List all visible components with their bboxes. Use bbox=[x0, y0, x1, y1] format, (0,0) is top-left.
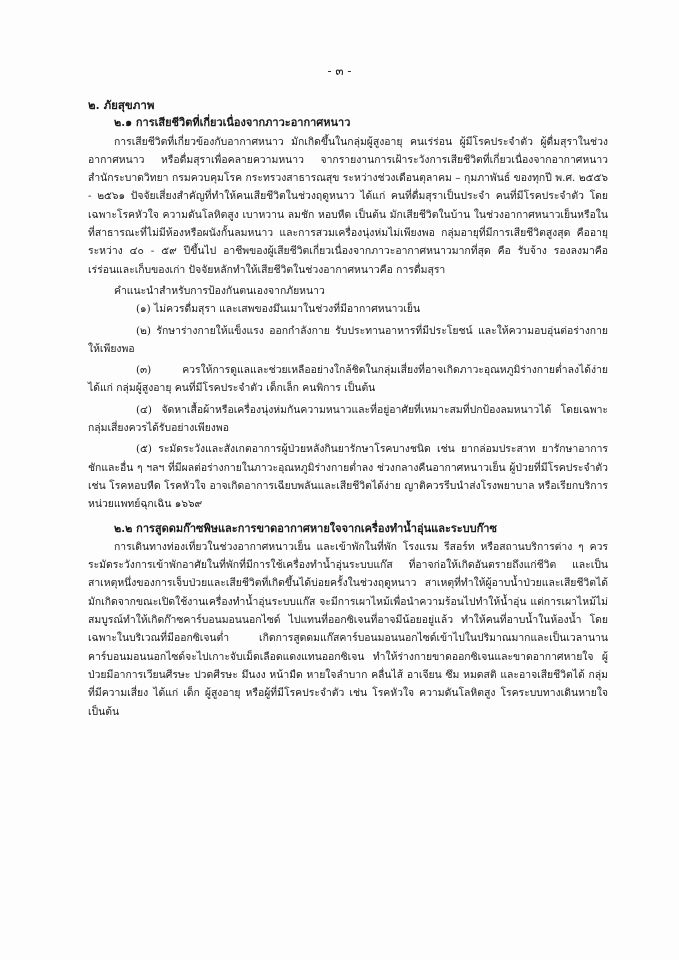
advice-item-3: (๓) ควรให้การดูแลและช่วยเหลืออย่างใกล้ชิดในกลุ่มเสี่ยงที่อาจเกิดภาวะอุณหภูมิร่างกายต่ำลงได้ง่าย ได้แก่ กลุ่มผู้สูงอายุ คนที่มีโรคประจำตัว เด็กเล็ก คนพิการ เป็นต้น bbox=[88, 364, 608, 395]
advice-item-4: (๔) จัดหาเสื้อผ้าหรือเครื่องนุ่งห่มกันความหนาวและที่อยู่อาศัยที่เหมาะสมที่ปกป้องลมหนาวได้ โดยเฉพาะกลุ่มเสี่ยงควรได้รับอย่างเพียงพอ bbox=[88, 403, 608, 435]
advice-title: คำแนะนำสำหรับการป้องกันตนเองจากภัยหนาว bbox=[114, 284, 325, 297]
subsection-2-title: ๒.๒ การสูดดมก๊าซพิษและการขาดอากาศหายใจจากเครื่องทำน้ำอุ่นและระบบก๊าซ bbox=[114, 521, 497, 535]
section-title: ๒. ภัยสุขภาพ bbox=[88, 98, 155, 112]
page-number: - ๓ - bbox=[327, 64, 352, 78]
subsection-1-body: การเสียชีวิตที่เกี่ยวข้องกับอากาศหนาว มักเกิดขึ้นในกลุ่มผู้สูงอายุ คนเร่ร่อน ผู้มีโรคประจำตัว ผู้ดื่มสุราในช่วงอากาศหนาว หรือดื่มสุราเพื่อคลายความหนาว จากรายงานการเฝ้าระวังการเสียชีวิตที่เกี่ยวเนื่องจากอากาศหนาว สำนักระบาดวิทยา กรมควบคุมโรค กระทรวงสาธารณสุข ระหว่างช่วงเดือนตุลาคม – กุมภาพันธ์ ของทุกปี พ.ศ. ๒๕๕๖ - ๒๕๖๑ ปัจจัยเสี่ยงสำคัญที่ทำให้คนเสียชีวิตในช่วงฤดูหนาว ได้แก่ คนที่ดื่มสุราเป็นประจำ คนที่มีโรคประจำตัว โดยเฉพาะโรคหัวใจ ความดันโลหิตสูง เบาหวาน ลมชัก หอบหืด เป็นต้น มักเสียชีวิตในบ้าน ในช่วงอากาศหนาวเย็นหรือในที่สาธารณะที่ไม่มีห้องหรือผนังกั้นลมหนาว และการสวมเครื่องนุ่งห่มไม่เพียงพอ กลุ่มอายุที่มีการเสียชีวิตสูงสุด คืออายุระหว่าง ๔๐ - ๕๙ ปีขึ้นไป อาชีพของผู้เสียชีวิตเกี่ยวเนื่องจากภาวะอากาศหนาวมากที่สุด คือ รับจ้าง รองลงมาคือ เร่ร่อนและเก็บของเก่า ปัจจัยหลักทำให้เสียชีวิตในช่วงอากาศหนาวคือ การดื่มสุรา bbox=[88, 135, 608, 276]
advice-item-2: (๒) รักษาร่างกายให้แข็งแรง ออกกำลังกาย รับประทานอาหารที่มีประโยชน์ และให้ความอบอุ่นต่อร่างกายให้เพียงพอ bbox=[88, 324, 608, 355]
subsection-2-body: การเดินทางท่องเที่ยวในช่วงอากาศหนาวเย็น และเข้าพักในที่พัก โรงแรม รีสอร์ท หรือสถานบริการต่าง ๆ ควรระมัดระวังการเข้าพักอาศัยในที่พักที่มีการใช้เครื่องทำน้ำอุ่นระบบแก๊ส ที่อาจก่อให้เกิดอันตรายถึงแก่ชีวิต และเป็นสาเหตุหนึ่งของการเจ็บป่วยและเสียชีวิตที่เกิดขึ้นได้บ่อยครั้งในช่วงฤดูหนาว สาเหตุที่ทำให้ผู้อาบน้ำป่วยและเสียชีวิตได้ มักเกิดจากขณะเปิดใช้งานเครื่องทำน้ำอุ่นระบบแก๊ส จะมีการเผาไหม้เพื่อนำความร้อนไปทำให้น้ำอุ่น แต่การเผาไหม้ไม่สมบูรณ์ทำให้เกิดก๊าซคาร์บอนมอนนอกไซด์ ไปแทนที่ออกซิเจนที่อาจมีน้อยอยู่แล้ว ทำให้คนที่อาบน้ำในห้องน้ำ โดยเฉพาะในบริเวณที่มีออกซิเจนต่ำ เกิดการสูดดมแก๊สคาร์บอนมอนนอกไซด์เข้าไปในปริมาณมากและเป็นเวลานาน คาร์บอนมอนนอกไซด์จะไปเกาะจับเม็ดเลือดแดงแทนออกซิเจน ทำให้ร่างกายขาดออกซิเจนและขาดอากาศหายใจ ผู้ป่วยมีอาการเวียนศีรษะ ปวดศีรษะ มึนงง หน้ามืด หายใจลำบาก คลื่นไส้ อาเจียน ซึม หมดสติ และอาจเสียชีวิตได้ กลุ่มที่มีความเสี่ยง ได้แก่ เด็ก ผู้สูงอายุ หรือผู้ที่มีโรคประจำตัว เช่น โรคหัวใจ ความดันโลหิตสูง โรคระบบทางเดินหายใจ เป็นต้น bbox=[88, 540, 608, 718]
advice-item-1: (๑) ไม่ควรดื่มสุรา และเสพของมึนเมาในช่วงที่มีอากาศหนาวเย็น bbox=[136, 303, 421, 316]
subsection-1-title: ๒.๑ การเสียชีวิตที่เกี่ยวเนื่องจากภาวะอากาศหนาว bbox=[114, 116, 351, 130]
document-body bbox=[88, 96, 608, 721]
advice-item-5: (๕) ระมัดระวังและสังเกตอาการผู้ป่วยหลังกินยารักษาโรคบางชนิด เช่น ยากล่อมประสาท ยารักษาอาการชักและอื่น ๆ ฯลฯ ที่มีผลต่อร่างกายในภาวะอุณหภูมิร่างกายต่ำลง ช่วงกลางคืนอากาศหนาวเย็น ผู้ป่วยที่มีโรคประจำตัว เช่น โรคหอบหืด โรคหัวใจ อาจเกิดอาการเฉียบพลันและเสียชีวิตได้ง่าย ญาติควรรีบนำส่งโรงพยาบาล หรือเรียกบริการหน่วยแพทย์ฉุกเฉิน ๑๖๖๙ bbox=[88, 443, 608, 511]
